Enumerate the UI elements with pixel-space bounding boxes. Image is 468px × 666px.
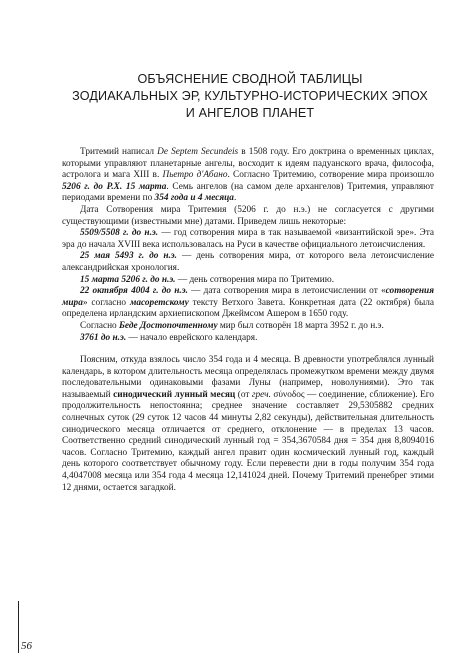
paragraph-4 <box>62 251 434 274</box>
p6-text-b: — дата сотворения мира в летоисчислении от « <box>187 286 386 297</box>
chapter-title <box>60 71 440 122</box>
p9-synodic-month: синодический лунный месяц <box>113 389 236 400</box>
body-text <box>62 147 434 494</box>
p8-text: — начало еврейского календаря. <box>126 332 258 343</box>
p1-name-abano: Пьетро д'Абано <box>162 170 228 181</box>
p7-text-c: мир был сотворён 18 марта 3952 г. до н.э. <box>217 320 384 331</box>
p6-text-d: » согласно <box>82 297 130 308</box>
p1-book-title: De Septem Secundeis <box>157 147 239 157</box>
paragraph-1 <box>62 147 434 205</box>
p4-text: — день сотворения мира, от которого вела летоисчисление александрийская хронология. <box>62 251 434 273</box>
p1-creation-date: 5206 г. до Р.Х. 15 марта <box>62 181 167 192</box>
p9-text-c: (от <box>235 389 252 400</box>
p7-bede: Беде Достопочтенному <box>119 320 218 331</box>
p3-text: — год сотворения мира в так называемой «византийской эре». Эта эра до начала XVIII века использовалась на Руси в качестве официального летоисчисления. <box>62 228 434 250</box>
p1-period: 354 года и 4 месяца <box>154 193 234 204</box>
p3-date: 5509/5508 г. до н.э. <box>80 228 159 239</box>
p6-date: 22 октября 4004 г. до н.э. <box>80 286 188 297</box>
p6-creation-phrase: сотворения мира <box>62 286 435 308</box>
paragraph-8 <box>62 333 434 345</box>
p5-date: 15 марта 5206 г. до н.э. <box>80 274 176 285</box>
paragraph-6 <box>62 286 434 321</box>
p1-text-g: . Семь ангелов (на самом деле архангелов) Тритемия, управляют периодами времени по <box>62 181 434 204</box>
folio-rule <box>18 601 19 653</box>
p7-text-a: Согласно <box>80 320 120 331</box>
paragraph-2: Дата Сотворения мира Тритемия (5206 г. до н.э.) не согласуется с другими существующими (известными мне) датами. Приведем лишь некоторые: <box>62 204 434 227</box>
p1-text-i: . <box>233 193 237 204</box>
p1-text-e: . Согласно Тритемию, сотворение мира произошло <box>227 170 434 181</box>
p1-text-c: в 1508 году. Его доктрина о временных циклах, которыми управляют планетарные ангелы, восходит к идеям падуанского врача, философа, астролога и мага XIII в. <box>62 147 434 181</box>
paragraph-7 <box>62 321 434 333</box>
p1-text-a: Тритемий написал <box>80 147 158 157</box>
p9-text-e: σύνοδος — соединение, сближение). Его продолжительность непостоянна; среднее значение составляет 29,5305882 средних солнечных суток (29 суток 12 часов 44 минуты 2,82 секунды), действительная длительность синодического месяца отличается от среднего, отклонение — в пределах 13 часов. Соответственно средний синодический лунный год = 354,3670584 дня = 354 дня 8,8094016 часов. Согласно Тритемию, каждый ангел правит один космический лунный год, каждый день которого соответствует обычному году. Если перевести дни в годы получим 354 года 4,4047008 месяца или 354 года 4 месяца 12,141024 дней. Почему Тритемий пренебрег этими 12 днями, остается загадкой. <box>62 389 434 493</box>
p8-date: 3761 до н.э. <box>80 332 127 343</box>
paragraph-5 <box>62 275 434 287</box>
p4-date: 25 мая 5493 г. до н.э. <box>80 251 177 262</box>
page-number: 56 <box>21 640 32 652</box>
title-line-1: ОБЪЯСНЕНИЕ СВОДНОЙ ТАБЛИЦЫ <box>137 72 363 86</box>
paragraph-3 <box>62 228 434 251</box>
p9-text-a: Поясним, откуда взялось число 354 года и 4 месяца. В древности употреблялся лунный календарь, в котором длительность месяца определялась промежутком времени между двумя последовательными одинаковыми фазами Луны (например, новолуниями). Это так называемый <box>62 355 434 400</box>
p6-text-f: тексту Ветхого Завета. Конкретная дата (22 октября) была определена ирландским архиепископом Джеймсом Ашером в 1650 году. <box>62 297 434 320</box>
title-line-3: И АНГЕЛОВ ПЛАНЕТ <box>185 106 315 120</box>
title-line-2: ЗОДИАКАЛЬНЫХ ЭР, КУЛЬТУРНО-ИСТОРИЧЕСКИХ ЭПОХ <box>72 89 428 103</box>
paragraph-9 <box>62 355 434 494</box>
p6-masoretic: масоретскому <box>130 297 189 308</box>
p5-text: — день сотворения мира по Тритемию. <box>175 274 335 285</box>
p9-greek-abbr: греч. <box>251 389 271 400</box>
